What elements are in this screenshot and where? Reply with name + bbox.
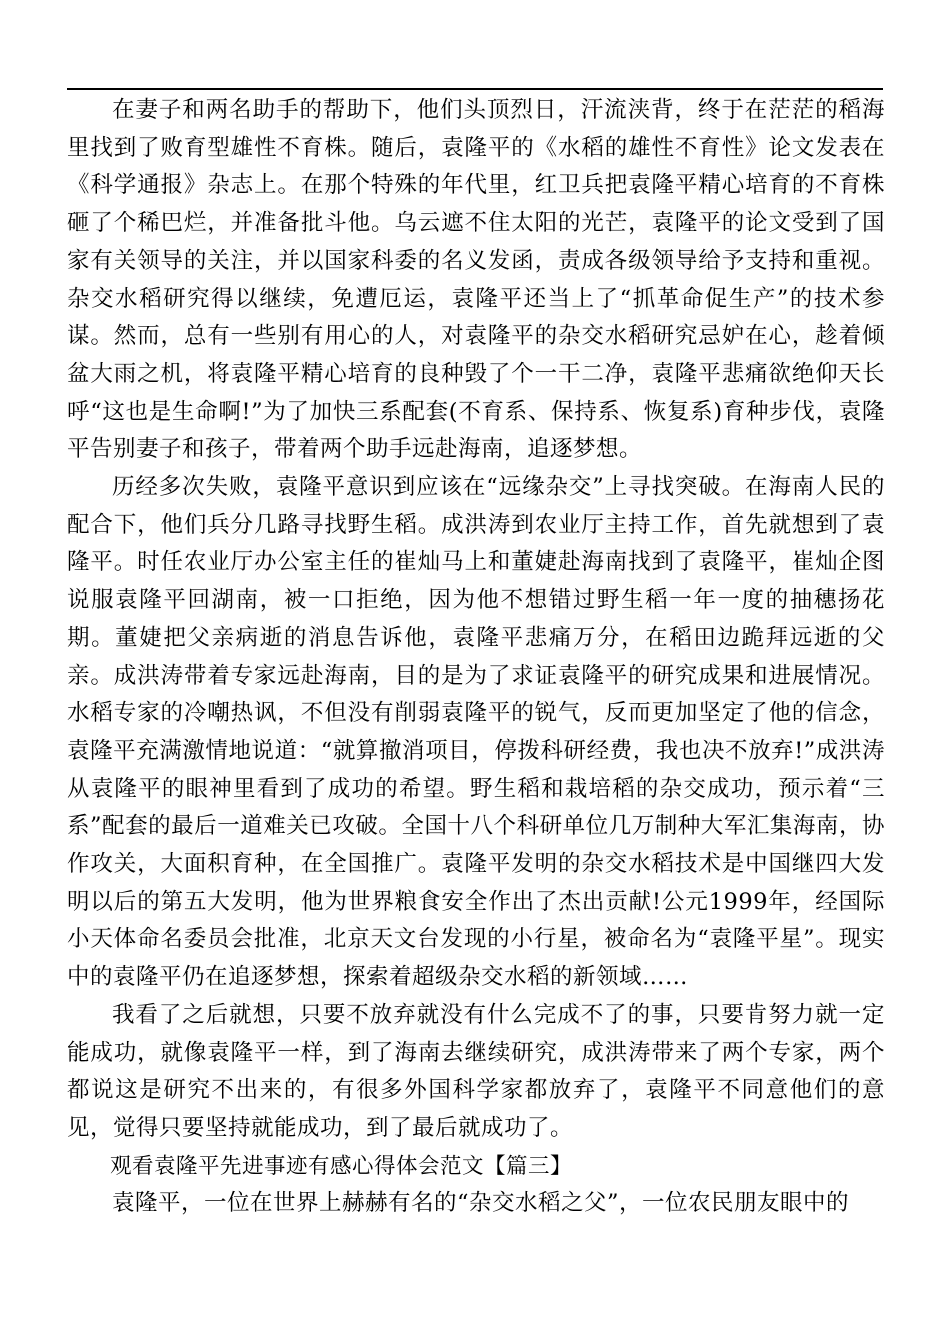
paragraph-3: 我看了之后就想，只要不放弃就没有什么完成不了的事，只要肯努力就一定能成功，就像袁隆平一样，到了海南去继续研究，成洪涛带来了两个专家，两个都说这是研究不出来的，有很多外国科学家都放弃了，袁隆平不同意他们的意见，觉得只要坚持就能成功，到了最后就成功了。 (67, 1001, 885, 1141)
document-body (67, 92, 885, 1223)
section-heading: 观看袁隆平先进事迹有感心得体会范文【篇三】 (110, 1153, 573, 1179)
header-rule (67, 88, 883, 90)
paragraph-4: 袁隆平，一位在世界上赫赫有名的“杂交水稻之父”，一位农民朋友眼中的 (112, 1190, 850, 1217)
paragraph-1: 在妻子和两名助手的帮助下，他们头顶烈日，汗流浃背，终于在茫茫的稻海里找到了败育型雄性不育株。随后，袁隆平的《水稻的雄性不育性》论文发表在《科学通报》杂志上。在那个特殊的年代里，红卫兵把袁隆平精心培育的不育株砸了个稀巴烂，并准备批斗他。乌云遮不住太阳的光芒，袁隆平的论文受到了国家有关领导的关注，并以国家科委的名义发函，责成各级领导给予支持和重视。杂交水稻研究得以继续，免遭厄运，袁隆平还当上了“抓革命促生产”的技术参谋。然而，总有一些别有用心的人，对袁隆平的杂交水稻研究忌妒在心，趁着倾盆大雨之机，将袁隆平精心培育的良种毁了个一干二净，袁隆平悲痛欲绝仰天长呼“这也是生命啊!”为了加快三系配套(不育系、保持系、恢复系)育种步伐，袁隆平告别妻子和孩子，带着两个助手远赴海南，追逐梦想。 (67, 97, 885, 463)
paragraph-2: 历经多次失败，袁隆平意识到应该在“远缘杂交”上寻找突破。在海南人民的配合下，他们兵分几路寻找野生稻。成洪涛到农业厅主持工作，首先就想到了袁隆平。时任农业厅办公室主任的崔灿马上和董婕赴海南找到了袁隆平，崔灿企图说服袁隆平回湖南，被一口拒绝，因为他不想错过野生稻一年一度的抽穗扬花期。董婕把父亲病逝的消息告诉他，袁隆平悲痛万分，在稻田边跪拜远逝的父亲。成洪涛带着专家远赴海南，目的是为了求证袁隆平的研究成果和进展情况。水稻专家的冷嘲热讽，不但没有削弱袁隆平的锐气，反而更加坚定了他的信念，袁隆平充满激情地说道：“就算撤消项目，停拨科研经费，我也决不放弃!”成洪涛从袁隆平的眼神里看到了成功的希望。野生稻和栽培稻的杂交成功，预示着“三系”配套的最后一道难关已攻破。全国十八个科研单位几万制种大军汇集海南，协作攻关，大面积育种，在全国推广。袁隆平发明的杂交水稻技术是中国继四大发明以后的第五大发明，他为世界粮食安全作出了杰出贡献!公元1999年，经国际小天体命名委员会批准，北京天文台发现的小行星，被命名为“袁隆平星”。现实中的袁隆平仍在追逐梦想，探索着超级杂交水稻的新领域…… (67, 474, 885, 991)
